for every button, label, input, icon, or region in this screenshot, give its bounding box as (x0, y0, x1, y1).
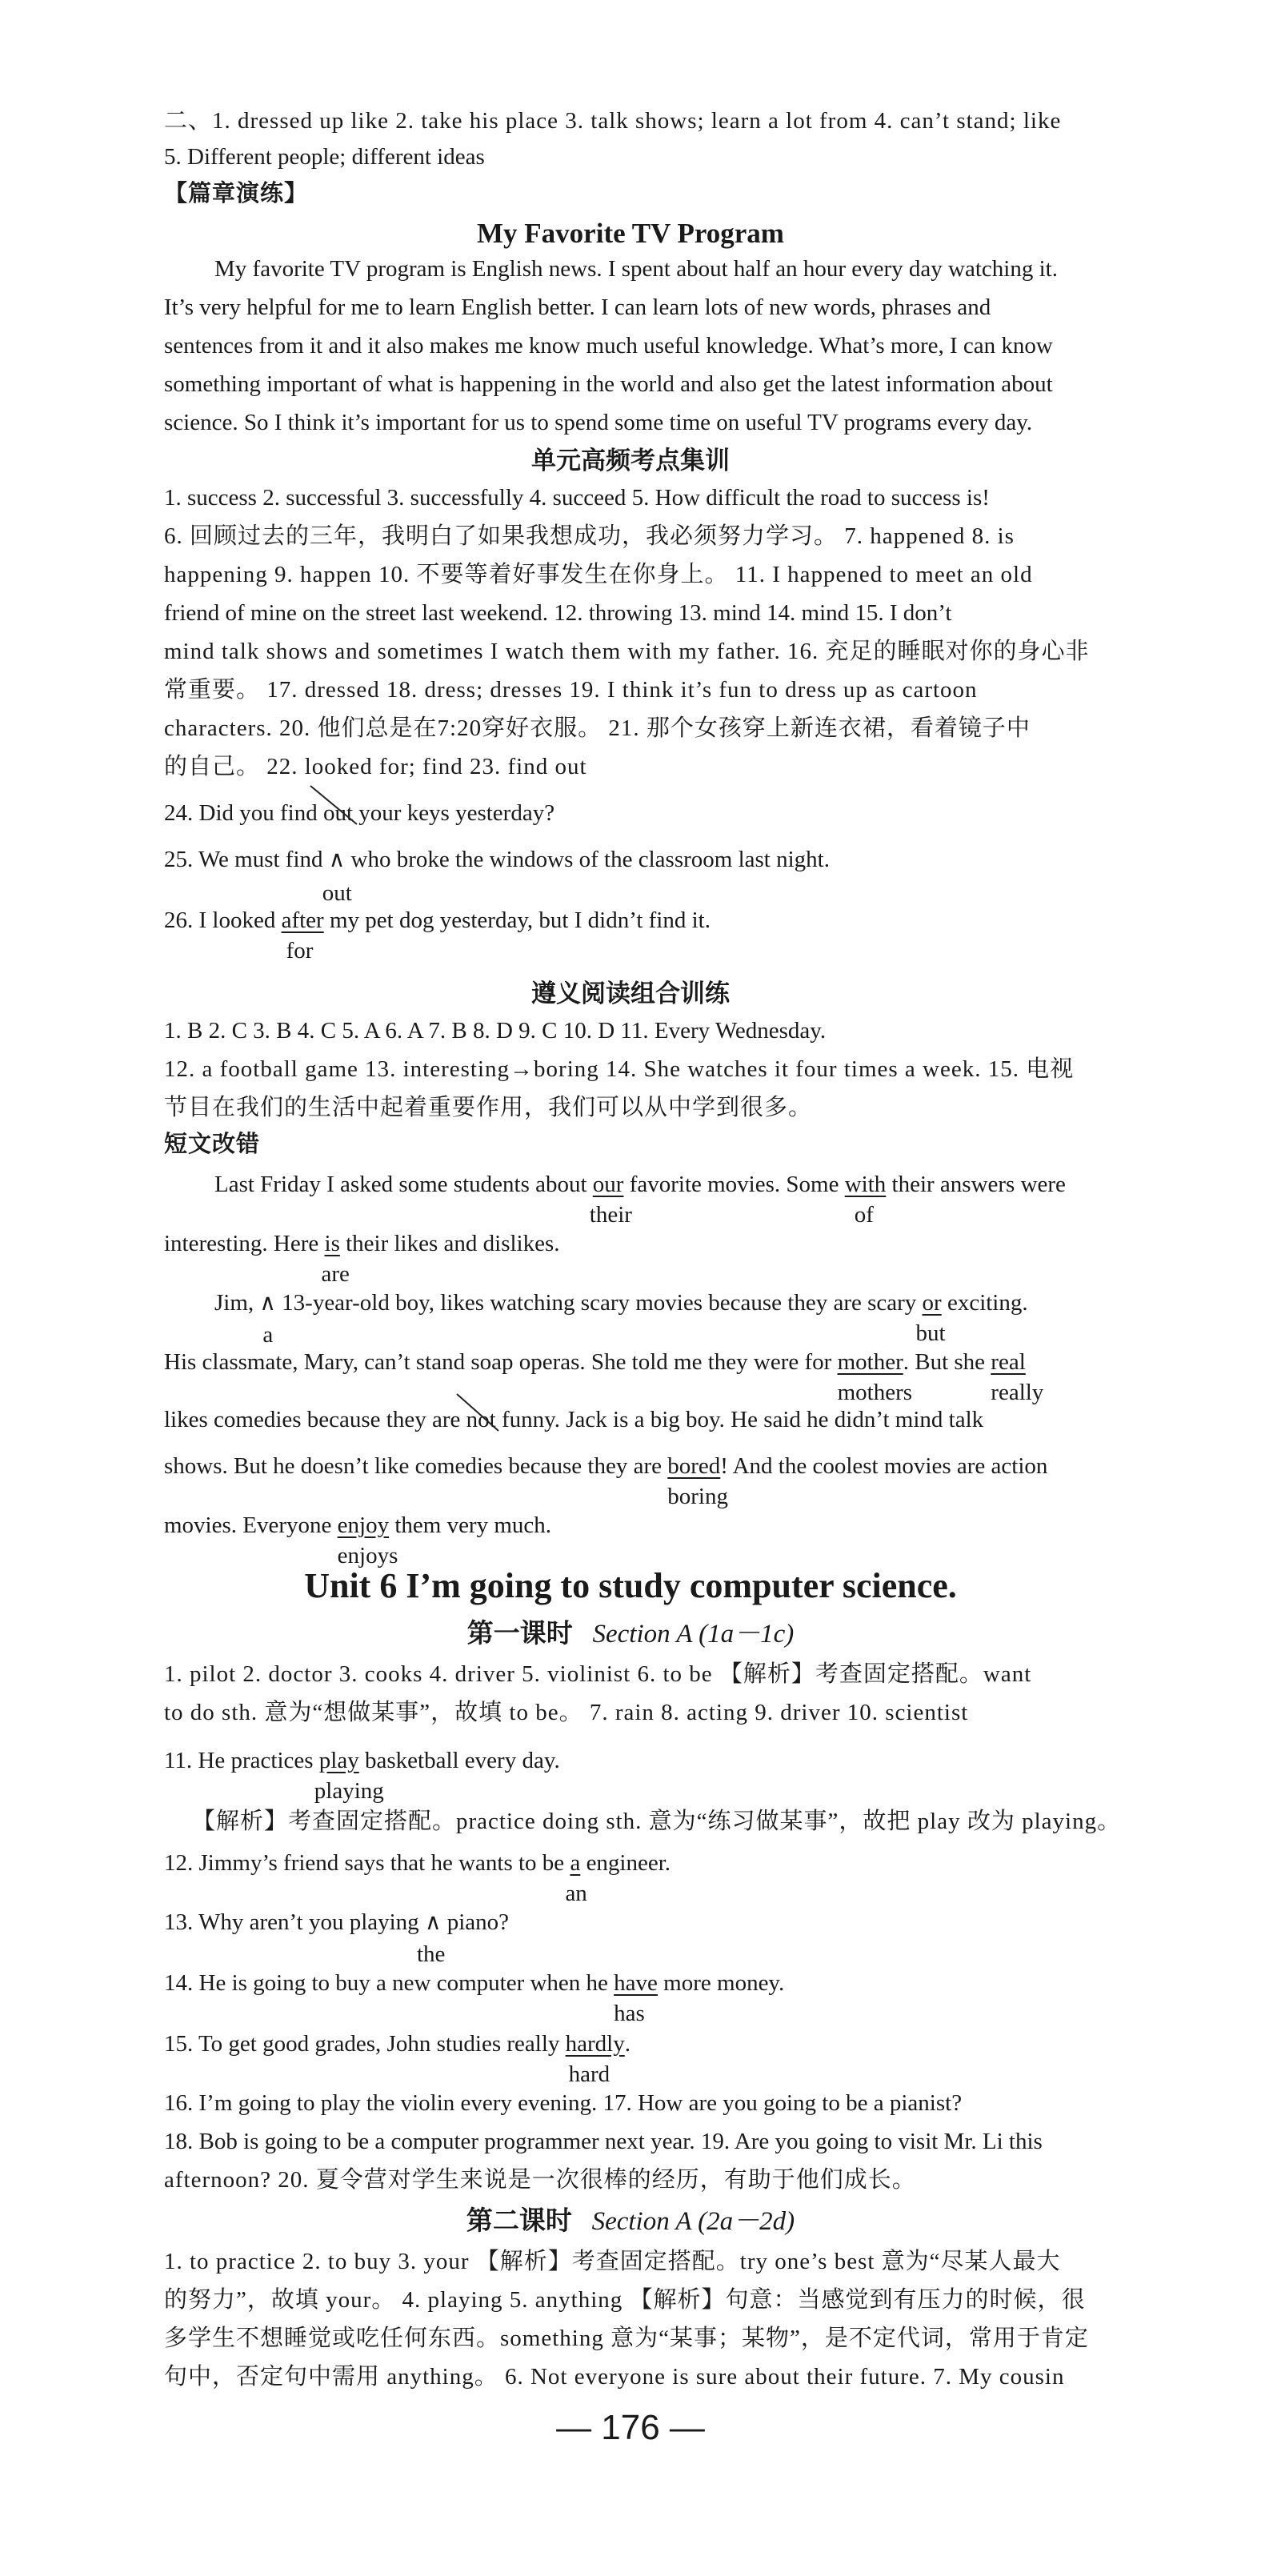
correction-line-7 (164, 1512, 552, 1568)
wrong-word (565, 1850, 587, 1906)
text: their likes and dislikes. (339, 1231, 560, 1256)
review-line: happening 9. happen 10. 不要等着好事发生在你身上。 11. I happened to meet an old (164, 562, 1033, 587)
text: 14. He is going to buy a new computer when he (164, 1970, 614, 1996)
fix: the (416, 1941, 446, 1967)
lesson1-line: 1. pilot 2. doctor 3. cooks 4. driver 5. violinist 6. to be 【解析】考查固定搭配。want (164, 1661, 1032, 1687)
essay-title: My Favorite TV Program (477, 218, 784, 249)
lesson1-line: afternoon? 20. 夏令营对学生来说是一次很棒的经历，有助于他们成长。 (164, 2167, 916, 2193)
correction-line-6 (164, 1453, 1048, 1509)
text: . (624, 2031, 630, 2057)
wrong: real (991, 1349, 1026, 1375)
q26-after: my pet dog yesterday, but I didn’t find it. (323, 907, 711, 933)
text: ! And the coolest movies are action (720, 1453, 1048, 1479)
q11-note: 【解析】考查固定搭配。practice doing sth. 意为“练习做某事”，故把 play 改为 playing。 (192, 1809, 1122, 1834)
text: funny. Jack is a big boy. He said he didn’t mind talk (495, 1407, 984, 1432)
correction-line-5 (164, 1408, 983, 1432)
wrong: have (614, 1970, 658, 1996)
fix: an (565, 1881, 587, 1906)
question-25 (164, 846, 830, 906)
wrong-word (589, 1172, 632, 1228)
review-line: 6. 回顾过去的三年，我明白了如果我想成功，我必须努力学习。 7. happened 8. is (164, 523, 1015, 549)
q24-struck-text: out (322, 800, 354, 826)
text: exciting. (941, 1290, 1028, 1316)
part2-line1: 二、1. dressed up like 2. take his place 3. talk shows; learn a lot from 4. can’t stand; like (164, 108, 1062, 134)
correction-line-3 (214, 1289, 1028, 1348)
wrong-word (321, 1231, 350, 1287)
wrong: enjoy (337, 1512, 390, 1538)
text: 12. Jimmy’s friend says that he wants to be (164, 1850, 570, 1876)
fix: playing (314, 1778, 384, 1804)
q25-after: who broke the windows of the classroom last night. (345, 847, 830, 872)
strike-mark-icon (454, 1391, 505, 1434)
review-line: friend of mine on the street last weekend. 12. throwing 13. mind 14. mind 15. I don’t (164, 600, 952, 626)
part2-line2: 5. Different people; different ideas (164, 144, 485, 170)
text: 15. To get good grades, John studies really (164, 2031, 566, 2057)
question-11 (164, 1748, 560, 1804)
wrong: mother (837, 1349, 903, 1375)
insert-caret-icon: ∧ (259, 1289, 276, 1316)
question-13 (164, 1909, 509, 1967)
lesson1-line: 16. I’m going to play the violin every evening. 17. How are you going to be a pianist? (164, 2090, 963, 2116)
review-line: mind talk shows and sometimes I watch them with my father. 16. 充足的睡眠对你的身心非 (164, 639, 1090, 664)
lesson2-heading (0, 2209, 1261, 2235)
lesson2-label: 第二课时 (466, 2207, 572, 2236)
fix: of (854, 1202, 874, 1228)
zunyi-title: 遵义阅读组合训练 (531, 980, 730, 1008)
q25-correction: out (322, 880, 352, 906)
lesson1-label: 第一课时 (466, 1620, 573, 1649)
wrong: hardly (565, 2031, 625, 2057)
question-12 (164, 1850, 671, 1906)
zunyi-line: 1. B 2. C 3. B 4. C 5. A 6. A 7. B 8. D 9. C 10. D 11. Every Wednesday. (164, 1018, 827, 1044)
text: 13. Why aren’t you playing (164, 1909, 425, 1935)
text: engineer. (580, 1850, 671, 1876)
wrong: our (592, 1172, 624, 1197)
text: movies. Everyone (164, 1512, 338, 1538)
lesson2-line: 1. to practice 2. to buy 3. your 【解析】考查固定搭配。try one’s best 意为“尽某人最大 (164, 2249, 1061, 2274)
wrong-word (844, 1172, 887, 1228)
lesson2-line: 的努力”，故填 your。 4. playing 5. anything 【解析】句意：当感觉到有压力的时候，很 (164, 2287, 1086, 2313)
q24-struck-word (323, 802, 353, 825)
fix: really (991, 1380, 1044, 1405)
wrong: or (922, 1290, 942, 1316)
correction-title: 短文改错 (164, 1132, 261, 1157)
wrong-word (337, 1512, 398, 1568)
fix: are (321, 1261, 350, 1287)
question-15 (164, 2031, 630, 2087)
wrong-word (565, 2031, 625, 2087)
insert-caret-icon: ∧ (328, 846, 346, 872)
lesson1-line: 18. Bob is going to be a computer programmer next year. 19. Are you going to visit Mr. Li this (164, 2129, 1043, 2154)
text: them very much. (389, 1512, 552, 1538)
text: favorite movies. Some (623, 1172, 845, 1197)
text: piano? (441, 1909, 509, 1935)
q26-wrong: after (281, 907, 324, 933)
lesson1-heading (0, 1621, 1261, 1648)
unit-review-title: 单元高频考点集训 (531, 447, 730, 475)
essay-line: something important of what is happening in the world and also get the latest information about (164, 371, 1053, 397)
wrong-word (837, 1349, 913, 1405)
zunyi-line: 12. a football game 13. interesting→boring 14. She watches it four times a week. 15. 电视 (164, 1056, 1075, 1082)
review-line: characters. 20. 他们总是在7:20穿好衣服。 21. 那个女孩穿上新连衣裙，看着镜子中 (164, 715, 1031, 741)
lesson1-section: Section A (1a－1c) (592, 1620, 795, 1649)
fix: but (915, 1320, 946, 1346)
fix: hard (568, 2061, 610, 2087)
essay-line: It’s very helpful for me to learn English better. I can learn lots of new words, phrases and (164, 294, 991, 320)
text: basketball every day. (358, 1748, 560, 1773)
question-14 (164, 1970, 785, 2026)
wrong: play (318, 1748, 359, 1773)
essay-line: science. So I think it’s important for us to spend some time on useful TV programs every day. (164, 410, 1033, 435)
insert-caret-icon: ∧ (424, 1909, 442, 1935)
wrong-word (614, 1970, 658, 2026)
text: shows. But he doesn’t like comedies because they are (164, 1453, 668, 1479)
lesson2-line: 多学生不想睡觉或吃任何东西。something 意为“某事；某物”，是不定代词，常用于肯定 (164, 2326, 1089, 2351)
question-24 (164, 802, 554, 825)
insert (416, 1909, 446, 1967)
review-line: 常重要。 17. dressed 18. dress; dresses 19. I think it’s fun to dress up as cartoon (164, 677, 978, 703)
wrong-word (991, 1349, 1044, 1405)
text: 13-year-old boy, likes watching scary movies because they are scary (275, 1290, 923, 1316)
q25-before: 25. We must find (164, 847, 329, 872)
practice-header: 【篇章演练】 (164, 181, 309, 206)
wrong: bored (667, 1453, 721, 1479)
insert (259, 1289, 276, 1348)
unit6-title: Unit 6 I’m going to study computer science. (304, 1566, 957, 1605)
lesson1-line: to do sth. 意为“想做某事”，故填 to be。 7. rain 8. acting 9. driver 10. scientist (164, 1700, 969, 1725)
q24-before: 24. Did you find (164, 800, 323, 826)
fix: boring (667, 1484, 728, 1509)
text: Jim, (214, 1290, 260, 1316)
lesson2-section: Section A (2a－2d) (591, 2207, 795, 2236)
fix: their (589, 1202, 632, 1228)
wrong: a (570, 1850, 581, 1876)
text: their answers were (886, 1172, 1066, 1197)
text: 11. He practices (164, 1748, 319, 1773)
fix: has (614, 2001, 645, 2026)
text: . But she (903, 1349, 991, 1375)
wrong-word (915, 1290, 946, 1346)
text: interesting. Here (164, 1231, 325, 1256)
q25-insert (322, 846, 352, 906)
fix: enjoys (337, 1543, 398, 1568)
essay-line: My favorite TV program is English news. I spent about half an hour every day watching it. (214, 256, 1058, 282)
lesson2-line: 句中，否定句中需用 anything。 6. Not everyone is sure about their future. 7. My cousin (164, 2364, 1065, 2390)
strike-mark-icon (307, 783, 363, 827)
essay-line: sentences from it and it also makes me know much useful knowledge. What’s more, I can know (164, 333, 1053, 359)
q26-wrong-word (281, 907, 324, 963)
text: His classmate, Mary, can’t stand soap operas. She told me they were for (164, 1349, 838, 1375)
fix: a (262, 1322, 274, 1348)
page-number: — 176 — (556, 2408, 705, 2447)
question-26 (164, 907, 711, 963)
wrong-word (667, 1453, 728, 1509)
text: Last Friday I asked some students about (214, 1172, 593, 1197)
fix: mothers (837, 1380, 913, 1405)
struck-word (466, 1408, 496, 1432)
wrong-word (314, 1748, 384, 1804)
struck: not (466, 1407, 496, 1432)
wrong: with (844, 1172, 887, 1197)
q26-correction: for (286, 938, 314, 963)
q26-before: 26. I looked (164, 907, 282, 933)
zunyi-line: 节目在我们的生活中起着重要作用，我们可以从中学到很多。 (164, 1095, 813, 1120)
text: more money. (657, 1970, 785, 1996)
q24-after: your keys yesterday? (353, 800, 555, 826)
review-line: 1. success 2. successful 3. successfully 4. succeed 5. How difficult the road to success is! (164, 485, 990, 511)
review-line: 的自己。 22. looked for; find 23. find out (164, 754, 587, 779)
wrong: is (324, 1231, 340, 1256)
correction-line-2 (164, 1231, 560, 1287)
text: likes comedies because they are (164, 1407, 466, 1432)
correction-line-1 (214, 1172, 1066, 1228)
correction-line-4 (164, 1349, 1044, 1405)
